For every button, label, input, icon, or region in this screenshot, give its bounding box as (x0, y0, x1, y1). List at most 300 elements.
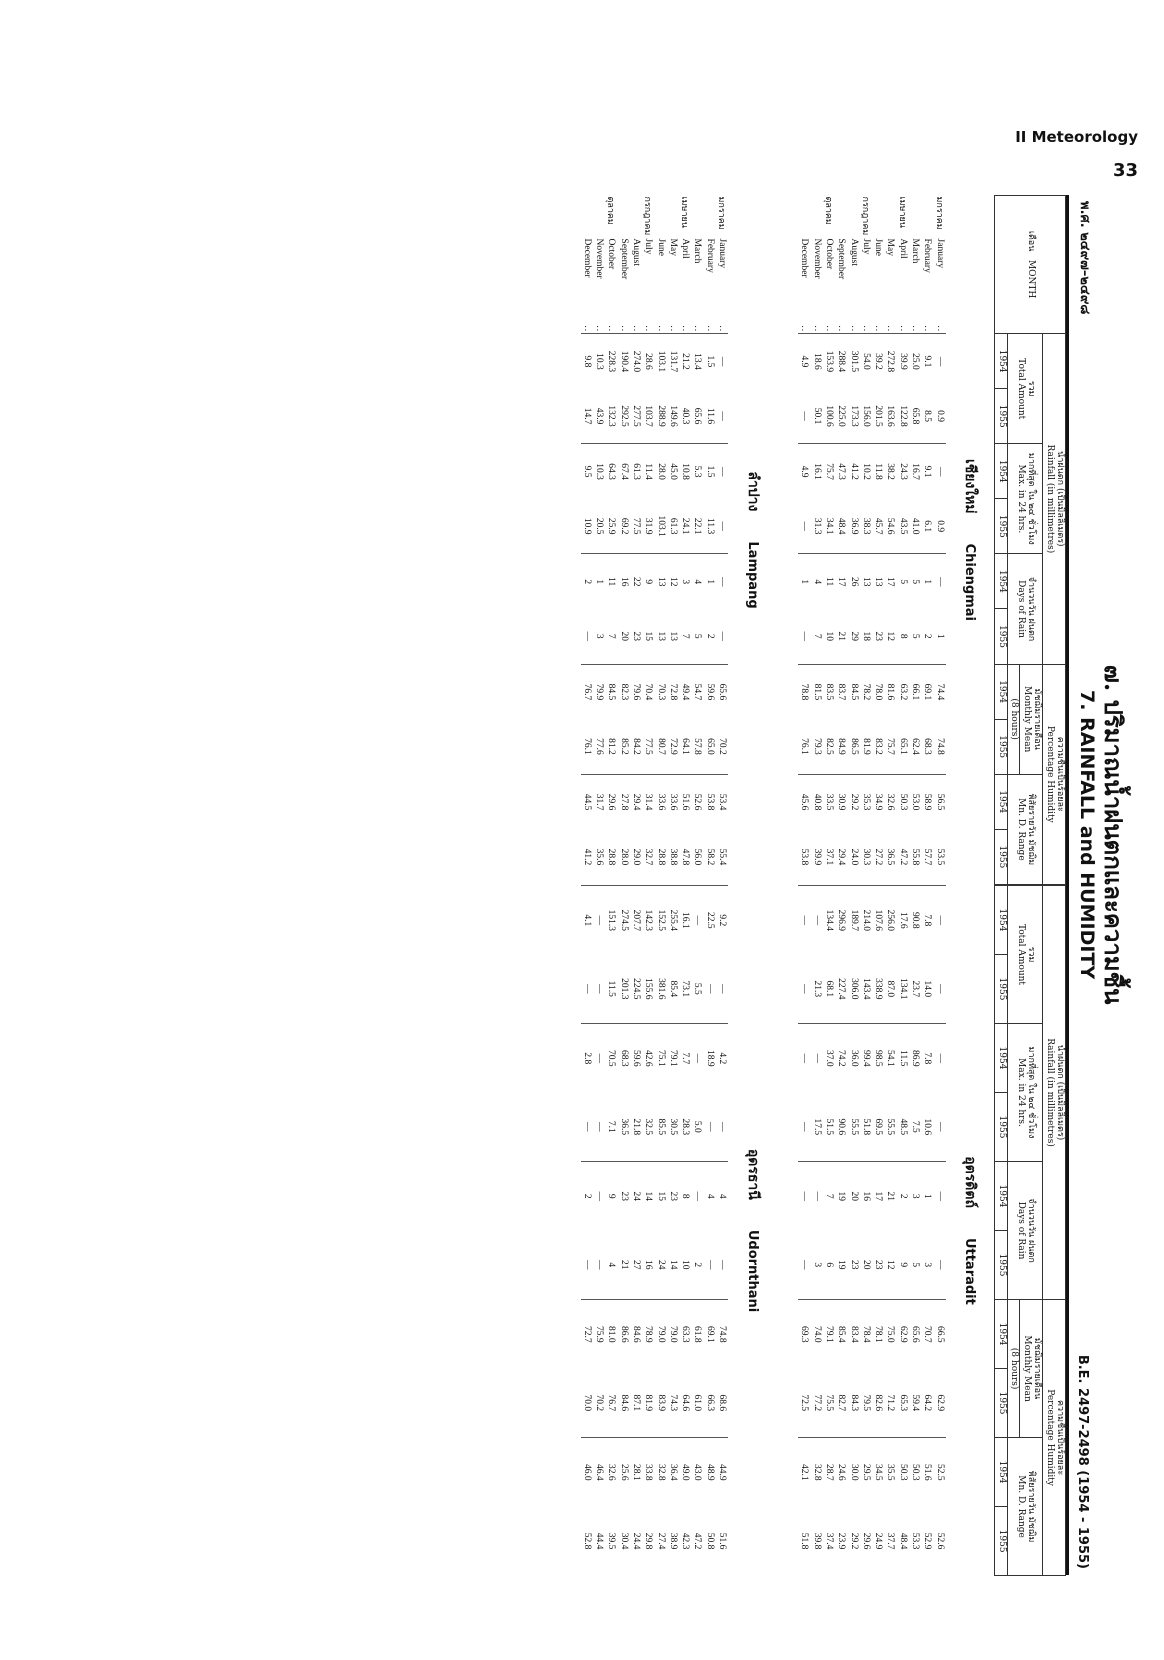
table-cell: — (581, 984, 592, 994)
table-cell: 227.4 (836, 978, 847, 1000)
table-cell: 61.3 (630, 444, 642, 499)
total-header: รวม Total Amount (1007, 334, 1043, 444)
table-row (823, 196, 835, 885)
table-cell: 65.6 (692, 407, 703, 425)
table-cell: 46.0 (581, 1438, 593, 1507)
year-1954: 1954 (994, 444, 1007, 499)
table-cell: 19 (835, 1162, 847, 1231)
table-cell: 78.4 (860, 1300, 872, 1369)
table-row (581, 886, 593, 1576)
table-cell: 2 (581, 1162, 593, 1231)
table-cell: 16 (643, 1260, 654, 1270)
range-header: พิสัยรายวัน มัชฌิม Mn. D. Range (1007, 774, 1043, 884)
table-cell: 288.9 (655, 405, 666, 427)
table-cell: 38.9 (667, 1532, 678, 1550)
table-cell: 153.9 (823, 334, 835, 389)
table-cell: 67.4 (617, 444, 629, 499)
table-right (581, 885, 1066, 1576)
table-cell: 79.9 (593, 664, 605, 719)
table-cell: 83.2 (873, 738, 884, 755)
quarter-label: เมษายน (897, 196, 908, 228)
table-cell: 58.2 (704, 848, 715, 866)
table-cell: 2 (581, 554, 593, 609)
table-cell: 24 (630, 1162, 642, 1231)
table-cell: 82.5 (823, 738, 834, 755)
era-left: พ.ศ. ๒๔๙๗–๒๔๙๘ (1077, 201, 1092, 315)
table-cell: 16.7 (909, 444, 921, 499)
quarter-label (617, 196, 629, 238)
table-row (896, 196, 908, 885)
table-cell: 4 (716, 1162, 728, 1231)
table-cell: 13 (654, 554, 666, 609)
table-cell: 90.6 (836, 1118, 847, 1136)
table-cell: 50.3 (909, 1438, 921, 1507)
leader-dots: .. (680, 325, 691, 333)
mean-hours: (8 hours) (1007, 664, 1020, 774)
table-cell: 6 (823, 1262, 834, 1268)
table-row (823, 886, 835, 1576)
table-cell: 69.1 (921, 664, 933, 719)
table-cell: 48.4 (897, 1532, 908, 1550)
month-label: December (581, 238, 592, 278)
table-cell: 76.7 (581, 664, 593, 719)
table-cell: 55.8 (910, 848, 921, 866)
total-header: รวม Total Amount (1007, 886, 1043, 1024)
table-cell: 9.8 (581, 334, 593, 389)
table-cell: 68.1 (823, 980, 834, 998)
table-cell: 45.7 (873, 517, 884, 535)
table-cell: 47.3 (835, 444, 847, 499)
table-cell: 31.7 (593, 774, 605, 829)
table-cell: 37.0 (823, 1024, 835, 1093)
table-cell: 22.5 (704, 886, 716, 955)
table-cell: 78.9 (642, 1300, 654, 1369)
table-cell: 33.6 (654, 774, 666, 829)
table-cell: 24.1 (680, 517, 691, 535)
table-cell: — (810, 1024, 822, 1093)
table-cell: 1.5 (704, 444, 716, 499)
month-label: February (922, 238, 933, 273)
table-cell: 13.4 (691, 334, 703, 389)
table-cell: — (810, 1162, 822, 1231)
table-cell: 19 (836, 1260, 847, 1270)
month-label: October (606, 238, 617, 270)
table-cell: — (798, 1024, 810, 1093)
table-cell: 1 (934, 633, 945, 639)
table-cell: 1 (798, 554, 810, 609)
quarter-label: มกราคม (717, 196, 728, 230)
table-row (605, 196, 617, 885)
table-cell: 25.0 (909, 334, 921, 389)
table-row (630, 196, 642, 885)
table-row (654, 196, 666, 885)
table-cell: 58.9 (921, 774, 933, 829)
month-label: May (885, 238, 896, 256)
table-cell: 2 (704, 633, 715, 639)
table-cell: 228.3 (605, 334, 617, 389)
table-cell: — (593, 1162, 605, 1231)
station-name-thai: เชียงใหม่ (962, 458, 979, 514)
table-cell: 47.2 (897, 848, 908, 866)
table-cell: 201.5 (873, 405, 884, 427)
table-cell: 48.4 (836, 517, 847, 535)
table-cell: 63.3 (679, 1300, 691, 1369)
table-cell: — (717, 984, 728, 994)
table-cell: 17 (835, 554, 847, 609)
table-cell: 143.4 (860, 978, 871, 1000)
quarter-label: ตุลาคม (606, 196, 617, 225)
table-cell: 52.8 (581, 1532, 592, 1550)
table-cell: — (717, 521, 728, 531)
table-cell: 23 (873, 1260, 884, 1270)
table-cell: 82.6 (873, 1394, 884, 1412)
table-cell: 90.8 (909, 886, 921, 955)
quarter-label (630, 196, 642, 238)
table-cell: 1 (704, 554, 716, 609)
table-cell: 17.5 (811, 1118, 822, 1136)
table-cell: 17.6 (896, 886, 908, 955)
quarter-label (835, 196, 847, 238)
table-cell: 84.6 (618, 1394, 629, 1412)
leader-dots: .. (910, 325, 921, 333)
table-cell: 9.1 (921, 444, 933, 499)
table-cell: 37.7 (885, 1532, 896, 1550)
table-cell: 1 (921, 1162, 933, 1231)
month-label: November (811, 238, 822, 279)
table-cell: 27.2 (873, 848, 884, 866)
quarter-label (667, 196, 679, 238)
table-cell: 292.5 (618, 405, 629, 427)
table-row (860, 196, 872, 885)
table-cell: 50.1 (811, 407, 822, 425)
table-cell: 155.6 (643, 978, 654, 1000)
table-cell: 74.4 (933, 664, 945, 719)
table-cell: — (717, 1122, 728, 1132)
table-cell: 45.0 (667, 444, 679, 499)
table-cell: 27.4 (655, 1532, 666, 1550)
table-cell: 17 (872, 1162, 884, 1231)
table-cell: 49.4 (679, 664, 691, 719)
table-cell: 49.0 (679, 1438, 691, 1507)
table-cell: 201.3 (618, 978, 629, 1000)
max-header: มากที่สุด ใน ๒๔ ชั่วโมง Max. in 24 hrs. (1007, 444, 1043, 554)
table-cell: 27 (631, 1260, 642, 1270)
table-row (860, 886, 872, 1576)
leader-dots: .. (581, 325, 592, 333)
table-cell: 7 (606, 633, 617, 639)
table-cell: 277.5 (631, 405, 642, 427)
table-row (884, 886, 896, 1576)
station-name-english: Uttaradit (962, 1237, 978, 1305)
month-label: June (873, 238, 884, 256)
table-cell: 79.0 (667, 1300, 679, 1369)
table-cell: 84.5 (605, 664, 617, 719)
table-row (617, 886, 629, 1576)
year-1955: 1955 (994, 389, 1007, 444)
quarter-label (921, 196, 933, 238)
table-cell: 78.2 (860, 664, 872, 719)
year-1955: 1955 (994, 499, 1007, 554)
table-cell: 85.2 (618, 738, 629, 755)
table-cell: — (581, 1122, 592, 1132)
table-cell: 134.4 (823, 886, 835, 955)
station-row (946, 196, 995, 885)
table-cell: 132.3 (606, 405, 617, 427)
table-cell: 32.8 (810, 1438, 822, 1507)
table-cell: 25.6 (617, 1438, 629, 1507)
table-row (593, 196, 605, 885)
table-cell: 61.8 (691, 1300, 703, 1369)
mean-header: มัชฌิมรายเดือน Monthly Mean (1020, 664, 1043, 774)
table-cell: — (594, 1260, 605, 1270)
table-cell: 30.0 (847, 1438, 859, 1507)
table-cell: 29.6 (860, 1532, 871, 1550)
table-row (691, 196, 703, 885)
table-cell: 52.5 (933, 1438, 945, 1507)
table-cell: 98.5 (872, 1024, 884, 1093)
table-cell: — (717, 1260, 728, 1270)
table-cell: 24.4 (631, 1532, 642, 1550)
table-cell: 30.9 (835, 774, 847, 829)
table-cell: 20 (860, 1260, 871, 1270)
year-1955: 1955 (994, 1507, 1007, 1576)
table-cell: 381.6 (655, 978, 666, 1000)
table-cell: — (798, 1162, 810, 1231)
rainfall-header: น้ำฝนตก (เป็นมิลลิเมตร) Rainfall (in millimetres) (1043, 886, 1066, 1300)
table-cell: 76.7 (606, 1394, 617, 1412)
table-cell: 65.6 (909, 1300, 921, 1369)
table-cell: 24.9 (873, 1532, 884, 1550)
table-cell: 72.9 (667, 738, 678, 755)
month-label: October (823, 238, 834, 270)
table-cell: 5.5 (692, 982, 703, 995)
table-cell: 77.2 (811, 1394, 822, 1412)
table-cell: 26 (847, 554, 859, 609)
month-label: March (692, 238, 703, 264)
table-cell: 5 (910, 633, 921, 639)
table-cell: 62.9 (934, 1394, 945, 1412)
table-cell: 40.8 (810, 774, 822, 829)
table-cell: 29 (848, 631, 859, 642)
table-cell: 20.5 (594, 517, 605, 535)
table-cell: 296.9 (835, 886, 847, 955)
table-cell: 25.9 (606, 517, 617, 535)
table-cell: 79.6 (630, 664, 642, 719)
table-cell: 38.8 (667, 848, 678, 866)
year-1954: 1954 (994, 1300, 1007, 1369)
table-cell: 20 (847, 1162, 859, 1231)
table-cell: 10 (680, 1260, 691, 1270)
table-cell: 151.3 (605, 886, 617, 955)
table-cell: 5.3 (691, 444, 703, 499)
table-cell: 152.5 (654, 886, 666, 955)
table-row (679, 196, 691, 885)
table-cell: 46.4 (593, 1438, 605, 1507)
table-cell: 34.9 (872, 774, 884, 829)
quarter-label (847, 196, 859, 238)
table-cell: — (594, 1122, 605, 1132)
rotated-table-sheet (225, 195, 1128, 1575)
table-cell: 39.2 (872, 334, 884, 389)
table-cell: 32.8 (654, 1438, 666, 1507)
table-cell: 4 (691, 554, 703, 609)
table-cell: 39.9 (896, 334, 908, 389)
table-cell: 64.3 (605, 444, 617, 499)
year-1955: 1955 (994, 1231, 1007, 1300)
table-cell: 28.6 (642, 334, 654, 389)
table-cell: 36.0 (847, 1024, 859, 1093)
quarter-label: กรกฎาคม (860, 196, 871, 236)
table-cell: 4.9 (798, 334, 810, 389)
station-name-english: Chiengmai (962, 543, 978, 622)
month-header: เดือน MONTH (994, 196, 1065, 334)
table-cell: 301.5 (847, 334, 859, 389)
table-cell: 21.8 (631, 1118, 642, 1136)
table-row (716, 196, 728, 885)
month-label: April (897, 238, 908, 259)
table-cell: 47.2 (692, 1532, 703, 1550)
table-cell: 75.9 (593, 1300, 605, 1369)
month-label: September (836, 238, 847, 280)
table-cell: 83.5 (823, 664, 835, 719)
table-cell: 100.6 (823, 405, 834, 427)
table-cell: 11.4 (642, 444, 654, 499)
table-cell: 24.0 (848, 848, 859, 866)
table-cell: 33.8 (642, 1438, 654, 1507)
table-cell: 18 (860, 631, 871, 642)
table-cell: 12 (885, 1260, 896, 1270)
table-cell: 57.8 (692, 738, 703, 755)
table-cell: 53.8 (704, 774, 716, 829)
table-cell: 4.2 (716, 1024, 728, 1093)
table-row (810, 886, 822, 1576)
table-cell: 55.4 (717, 848, 728, 866)
table-cell: 9 (642, 554, 654, 609)
table-cell: 70.7 (921, 1300, 933, 1369)
table-cell: 5 (909, 554, 921, 609)
table-cell: 15 (654, 1162, 666, 1231)
table-cell: 66.5 (933, 1300, 945, 1369)
table-cell: 15 (643, 631, 654, 642)
table-cell: — (799, 1260, 810, 1270)
table-cell: 70.2 (594, 1394, 605, 1412)
table-cell: 13 (667, 631, 678, 642)
table-cell: — (934, 1260, 945, 1270)
table-cell: 1 (921, 554, 933, 609)
table-cell: 29.0 (631, 848, 642, 866)
table-cell: 42.3 (680, 1532, 691, 1550)
station-name-english: Udornthani (744, 1229, 760, 1313)
table-cell: 70.3 (654, 664, 666, 719)
table-cell: — (716, 334, 728, 389)
table-cell: 34.5 (872, 1438, 884, 1507)
table-cell: 71.2 (885, 1394, 896, 1412)
table-cell: 69.1 (704, 1300, 716, 1369)
table-cell: 27.8 (617, 774, 629, 829)
table-cell: 59.6 (630, 1024, 642, 1093)
table-cell: 39.8 (811, 1532, 822, 1550)
table-cell: 51.6 (679, 774, 691, 829)
table-cell: 75.5 (823, 1394, 834, 1412)
table-cell: 11 (823, 554, 835, 609)
table-cell: 35.5 (884, 1438, 896, 1507)
table-cell: 78.1 (872, 1300, 884, 1369)
table-cell: 79.5 (860, 1394, 871, 1412)
table-cell: 9 (897, 1262, 908, 1268)
table-cell: 29.5 (860, 1438, 872, 1507)
table-cell: 28.1 (630, 1438, 642, 1507)
table-cell: 78.8 (798, 664, 810, 719)
table-cell: 13 (860, 554, 872, 609)
table-row (704, 886, 716, 1576)
leader-dots: .. (643, 325, 654, 333)
table-cell: 32.6 (605, 1438, 617, 1507)
station-name-thai: อุดรธานี (744, 1148, 761, 1200)
month-label: February (704, 238, 715, 273)
year-1955: 1955 (994, 829, 1007, 884)
table-cell: 43.0 (691, 1438, 703, 1507)
table-cell: 52.6 (934, 1532, 945, 1550)
table-cell: 51.6 (921, 1438, 933, 1507)
table-cell: 61.3 (667, 517, 678, 535)
leader-dots: .. (631, 325, 642, 333)
quarter-label: กรกฎาคม (643, 196, 654, 236)
table-cell: 10.6 (922, 1118, 933, 1136)
table-row (872, 196, 884, 885)
month-label: January (934, 238, 945, 269)
table-cell: 5 (896, 554, 908, 609)
table-cell: 36.4 (667, 1438, 679, 1507)
table-cell: — (691, 1024, 703, 1093)
table-cell: 274.5 (617, 886, 629, 955)
table-cell: 156.0 (860, 405, 871, 427)
table-cell: 41.2 (581, 848, 592, 866)
table-cell: 72.8 (667, 664, 679, 719)
table-cell: 24.6 (835, 1438, 847, 1507)
table-cell: 20 (618, 631, 629, 642)
table-cell: 18.6 (810, 334, 822, 389)
table-cell: 39.9 (811, 848, 822, 866)
leader-dots: .. (667, 325, 678, 333)
table-cell: 70.5 (605, 1024, 617, 1093)
table-cell: 75.7 (885, 738, 896, 755)
table-cell: 75.1 (654, 1024, 666, 1093)
table-cell: 12 (885, 631, 896, 642)
table-cell: 43.5 (897, 517, 908, 535)
table-cell: 70.4 (642, 664, 654, 719)
table-cell: 256.0 (884, 886, 896, 955)
table-cell: 53.3 (910, 1532, 921, 1550)
table-cell: 33.6 (667, 774, 679, 829)
table-cell: 68.3 (617, 1024, 629, 1093)
table-cell: 59.4 (910, 1394, 921, 1412)
table-cell: 21 (836, 631, 847, 642)
table-cell: 16.1 (679, 886, 691, 955)
table-cell: 79.0 (654, 1300, 666, 1369)
table-cell: 142.3 (642, 886, 654, 955)
table-cell: 85.4 (667, 980, 678, 998)
table-cell: 13 (872, 554, 884, 609)
table-row (667, 196, 679, 885)
year-1954: 1954 (994, 1162, 1007, 1231)
table-row (581, 196, 593, 885)
station-name-english: Lampang (744, 541, 760, 609)
table-cell: 189.7 (847, 886, 859, 955)
table-cell: — (799, 411, 810, 421)
table-cell: 54.0 (860, 334, 872, 389)
table-cell: 64.1 (680, 738, 691, 755)
leader-dots: .. (885, 325, 896, 333)
